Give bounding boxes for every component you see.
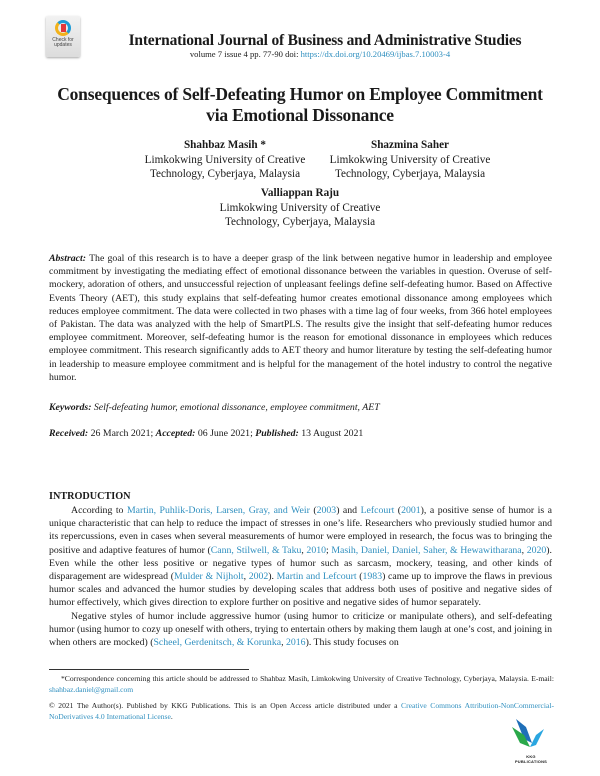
paragraph xyxy=(49,504,552,610)
license-link[interactable]: Creative Commons Attribution-NonCommercial-NoDerivatives 4.0 International License xyxy=(49,701,555,721)
citation-link[interactable]: Martin and Lefcourt xyxy=(276,571,357,583)
footnote-divider xyxy=(49,669,249,670)
abstract-label: Abstract: xyxy=(49,253,87,264)
text-run: ). Even while the other less positive or negative types of humor such as sarcasm, mockery, teasing, and other kinds of disparagement are widespread ( xyxy=(49,544,552,583)
keywords: Keywords: Self-defeating humor, emotional dissonance, employee commitment, AET xyxy=(49,402,380,413)
citation-link[interactable]: Mulder & Nijholt xyxy=(173,571,244,583)
text-run: ; xyxy=(326,544,332,556)
publisher-caption: KKG PUBLICATIONS xyxy=(514,754,548,764)
text-run: , xyxy=(301,544,307,556)
paper-title: Consequences of Self-Defeating Humor on Employee Commitment via Emotional Dissonance xyxy=(57,84,543,125)
text-run: ). This study focuses on xyxy=(305,637,399,649)
text-run: ( xyxy=(394,505,402,516)
author-name: Valliappan Raju xyxy=(260,187,340,199)
badge-label: Check for updates xyxy=(52,37,74,48)
text-run: ) and xyxy=(336,505,361,516)
author-affiliation: Limkokwing University of Creative xyxy=(219,201,381,214)
author-affiliation: Limkokwing University of Creative xyxy=(329,153,491,166)
citation-link[interactable]: Scheel, Gerdenitsch, & Korunka xyxy=(153,637,282,649)
text-run: , xyxy=(281,637,286,649)
text-run: ). xyxy=(268,571,277,583)
doi-link[interactable]: https://dx.doi.org/10.20469/ijbas.7.10003-4 xyxy=(300,49,451,59)
citation-link[interactable]: 2016 xyxy=(285,637,306,649)
text-run: ) came up to improve the flaws in previous humor scales and advanced the humor studies by developing scales that address both uses of positive and negative sides of humor effectively, which gives direction to explore further on positive and negative sides of humor separately. xyxy=(49,571,553,609)
text-run: , xyxy=(243,571,249,583)
publication-dates: Received: 26 March 2021; Accepted: 06 June 2021; Published: 13 August 2021 xyxy=(49,428,364,439)
license-notice: © 2021 The Author(s). Published by KKG Publications. This is an Open Access article distributed under a Creative Commons Attribution-NonCommercial-NoDerivatives 4.0 International License. xyxy=(49,701,555,721)
citation-link[interactable]: Martin, Puhlik-Doris, Larsen, Gray, and Weir xyxy=(126,505,310,516)
correspondence-footnote: *Correspondence concerning this article should be addressed to Shahbaz Masih, Limkokwing University of Creative Technology, Cyberjaya, Malaysia. E-mail: shahbaz.daniel@gmail.com xyxy=(49,674,554,694)
author-block xyxy=(305,138,515,182)
author-affiliation: Limkokwing University of Creative xyxy=(144,153,306,166)
journal-meta: volume 7 issue 4 pp. 77-90 doi: https://dx.doi.org/10.20469/ijbas.7.10003-4 xyxy=(189,49,451,59)
text-run: According to xyxy=(71,505,127,516)
citation-link[interactable]: 2002 xyxy=(248,571,269,583)
citation-link[interactable]: 2010 xyxy=(306,544,327,556)
author-affiliation: Technology, Cyberjaya, Malaysia xyxy=(334,168,486,180)
citation-link[interactable]: 2001 xyxy=(401,505,421,516)
author-block xyxy=(190,186,410,230)
author-affiliation: Technology, Cyberjaya, Malaysia xyxy=(149,168,301,180)
citation-link[interactable]: Masih, Daniel, Daniel, Saher, & Hewawitharana xyxy=(331,544,522,556)
paragraph xyxy=(49,610,552,650)
text-run: Negative styles of humor include aggressive humor (using humor to criticize or manipulate others), and self-defeating humor (using humor to cozy up oneself with others, trying to entertain others by making them laugh at one’s cost, and joining in when others are mocked) ( xyxy=(49,610,552,649)
text-run: ( xyxy=(356,571,363,583)
publisher-logo xyxy=(510,717,552,764)
citation-link[interactable]: 1983 xyxy=(362,571,383,583)
section-heading-introduction: INTRODUCTION xyxy=(49,491,131,502)
abstract-text: The goal of this research is to have a deeper grasp of the link between negative humor in leadership and employee commitment by investigating the mediating effect of emotional dissonance between the variables in question. Overuse of self-mockery, adoration of others, and unsuccessful rejection of unpleasant feelings define self-defeating humor. Based on Affective Events Theory (AET), this study explains that self-defeating humor creates emotional dissonance among employees which reduces employee commitment. The data were collected in two phases with a time lag of four weeks, from 366 hotel employees of Pakistan. The data was analyzed with the help of SmartPLS. The results give the insight that self-defeating humor reduces employee commitment. Moreover, self-defeating humor is the reason for emotional dissonance in employees which reduces employee commitment. This research significantly adds to AET theory and humor literature by testing the self-defeating humor in leadership to measure employee commitment and is helpful for the management of the hotel industry to control the negative humor. xyxy=(49,253,552,383)
text-run: , xyxy=(521,544,527,556)
kkg-bird-icon xyxy=(510,717,552,749)
citation-link[interactable]: Lefcourt xyxy=(360,505,395,516)
abstract xyxy=(49,252,552,384)
citation-link[interactable]: Cann, Stilwell, & Taku xyxy=(210,544,302,556)
citation-link[interactable]: 2003 xyxy=(316,505,337,516)
journal-title: International Journal of Business and Administrative Studies xyxy=(128,32,522,49)
introduction-body xyxy=(49,504,552,649)
email-link[interactable]: shahbaz.daniel@gmail.com xyxy=(49,685,134,694)
text-run: ( xyxy=(309,505,317,516)
author-name: Shazmina Saher xyxy=(370,139,449,151)
author-affiliation: Technology, Cyberjaya, Malaysia xyxy=(224,216,376,228)
author-block xyxy=(120,138,330,182)
text-run: ), a positive sense of humor is a unique characteristic that can help to reduce the impact of stresses in one’s life. Researchers who previously studied humor and its repercussions, even in cases when several measurements of humor were employed in research, the focus was to bringing the positive and adaptive features of humor ( xyxy=(49,505,552,556)
citation-link[interactable]: 2020 xyxy=(526,544,547,556)
author-name: Shahbaz Masih * xyxy=(183,139,267,151)
